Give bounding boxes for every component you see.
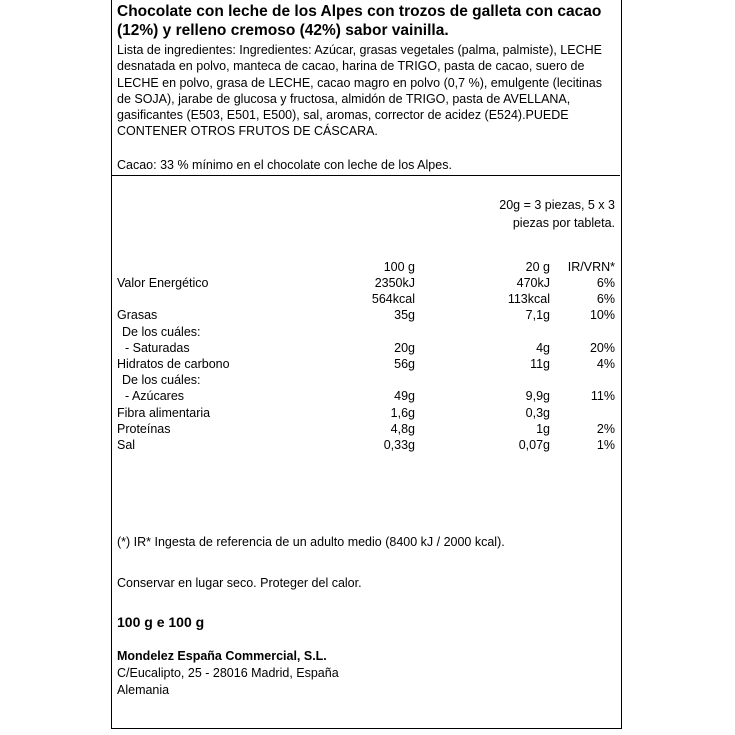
value-ir: 20% [589, 340, 615, 355]
nutrient-label: Grasas [117, 308, 158, 323]
portion-line-2: piezas por tableta. [512, 216, 615, 230]
value-20g: 0,07g [518, 438, 550, 452]
product-title: Chocolate con leche de los Alpes con trozos de galleta con cacao (12%) y relleno cremoso (42%) sabor vainilla. [117, 3, 602, 39]
header-ir: IR/VRN* [567, 260, 615, 274]
value-ir: 2% [596, 421, 615, 436]
value-20g: 9,9g [525, 389, 550, 404]
value-100g: 1,6g [390, 405, 415, 420]
value-20g: 1g [536, 421, 550, 436]
divider [111, 175, 620, 176]
nutrient-label: - Azúcares [125, 389, 185, 404]
value-ir: 6% [596, 276, 615, 290]
value-100g: 2350kJ [374, 276, 415, 290]
nutrient-label: Proteínas [117, 421, 171, 436]
company-address: C/Eucalipto, 25 - 28016 Madrid, España [117, 666, 339, 680]
ingredients-list: Lista de ingredientes: Ingredientes: Azúcar, grasas vegetales (palma, palmiste), LECHE desnatada en polvo, manteca de cacao, harina de TRIGO, pasta de cacao, suero de LECHE en polvo, grasa de LECHE, cacao magro en polvo (0,7 %), emulgente (lecitinas de SOJA), jarabe de glucosa y fructosa, almidón de TRIGO, pasta de AVELLANA, gasificantes (E503, E501, E500), sal, aromas, corrector de acidez (E524).PUEDE CONTENER OTROS FRUTOS DE CÁSCARA. [117, 43, 602, 139]
nutrient-label: Sal [117, 438, 136, 452]
value-100g: 564kcal [371, 292, 415, 307]
value-ir: 6% [596, 292, 615, 307]
value-100g: 4,8g [390, 421, 415, 436]
value-ir: 10% [589, 308, 615, 323]
nutrient-label: Fibra alimentaria [117, 405, 211, 420]
value-20g: 4g [536, 340, 550, 355]
value-ir: 4% [596, 357, 615, 371]
portion-info [470, 196, 615, 232]
value-100g: 20g [394, 340, 415, 355]
storage-instructions: Conservar en lugar seco. Proteger del calor. [117, 576, 362, 590]
company-country: Alemania [117, 683, 170, 697]
value-20g: 470kJ [516, 276, 550, 290]
cacao-content: Cacao: 33 % mínimo en el chocolate con leche de los Alpes. [117, 158, 452, 172]
value-20g: 113kcal [507, 292, 550, 307]
value-100g: 0,33g [383, 438, 415, 452]
value-ir: 1% [596, 438, 615, 452]
value-20g: 7,1g [525, 308, 550, 323]
footnote: (*) IR* Ingesta de referencia de un adulto medio (8400 kJ / 2000 kcal). [117, 535, 505, 549]
nutrient-label: Hidratos de carbono [117, 357, 230, 371]
value-100g: 49g [394, 389, 415, 404]
nutrient-label: Valor Energético [117, 276, 209, 290]
company-info [117, 648, 339, 699]
net-weight: 100 g e 100 g [117, 614, 205, 630]
nutrient-label: - Saturadas [125, 340, 190, 355]
portion-line-1: 20g = 3 piezas, 5 x 3 [499, 198, 615, 212]
value-ir: 11% [590, 389, 615, 404]
company-name: Mondelez España Commercial, S.L. [117, 649, 327, 663]
value-20g: 0,3g [525, 405, 550, 420]
value-100g: 56g [394, 357, 415, 371]
nutrient-label: De los cuáles: [122, 373, 201, 388]
nutrient-label: De los cuáles: [122, 324, 201, 339]
value-20g: 11g [530, 357, 550, 371]
value-100g: 35g [394, 308, 415, 323]
header-20g: 20 g [525, 260, 550, 274]
header-100g: 100 g [383, 260, 415, 274]
